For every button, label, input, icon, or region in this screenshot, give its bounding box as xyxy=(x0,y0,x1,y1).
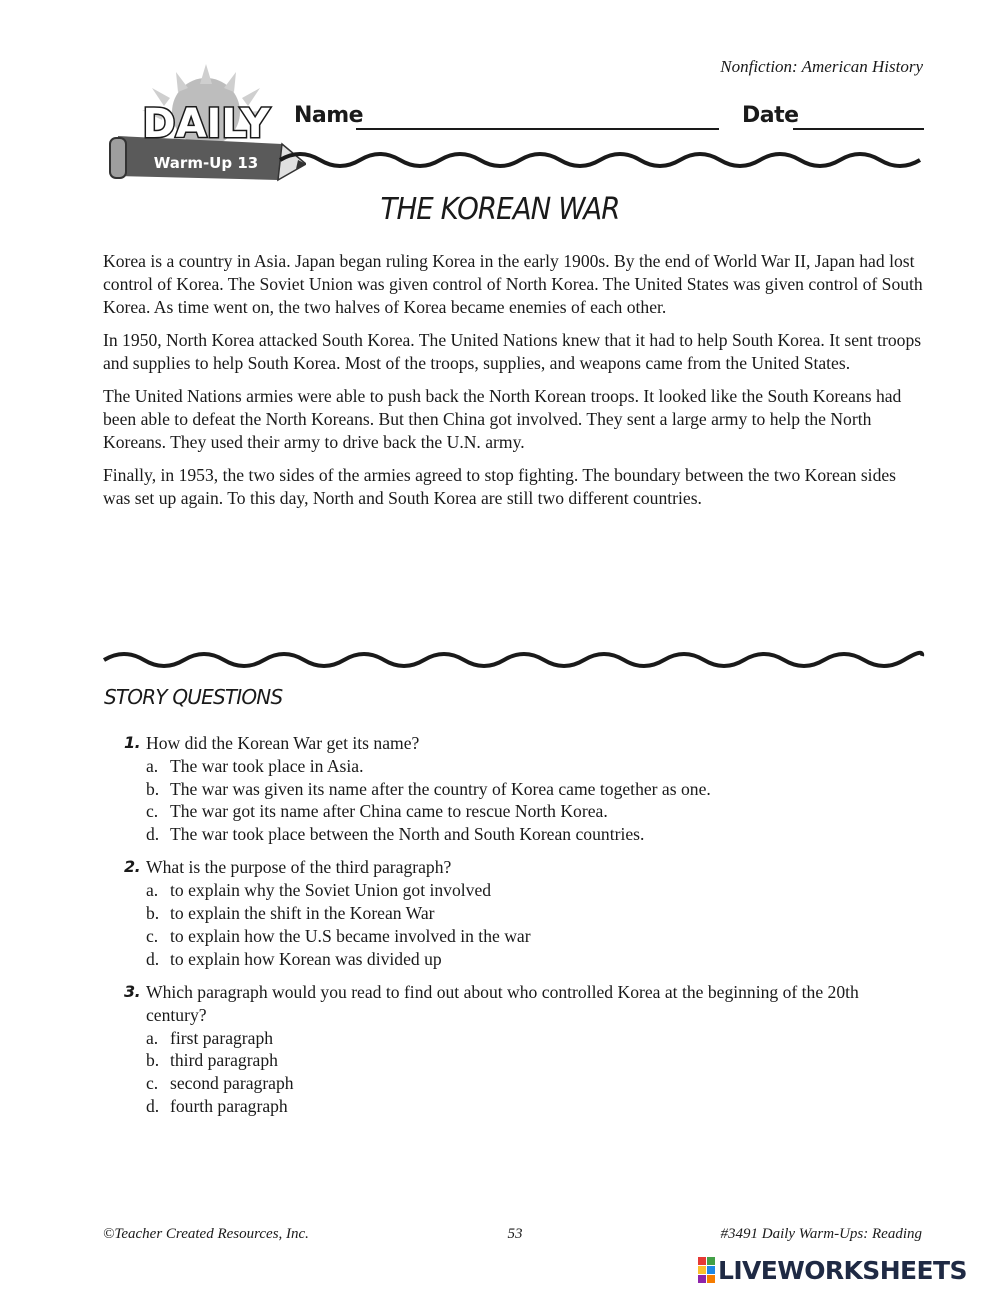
page-title: THE KOREAN WAR xyxy=(380,192,620,227)
answer-option[interactable] xyxy=(146,879,904,902)
option-text: second paragraph xyxy=(170,1073,294,1094)
question-item xyxy=(124,981,904,1118)
option-text: to explain how the U.S became involved in the war xyxy=(170,925,531,946)
page-number: 53 xyxy=(507,1226,523,1242)
option-letter: d. xyxy=(146,1095,160,1116)
footer-book-title: #3491 Daily Warm-Ups: Reading xyxy=(720,1226,922,1242)
logo-block xyxy=(707,1275,715,1283)
answer-option[interactable] xyxy=(146,948,904,971)
question-number: 3. xyxy=(124,981,141,1001)
option-letter: c. xyxy=(146,801,159,822)
option-text: to explain why the Soviet Union got involved xyxy=(170,880,492,901)
option-letter: b. xyxy=(146,778,160,799)
logo-block xyxy=(707,1257,715,1265)
mid-wave-divider xyxy=(100,646,926,670)
answer-option[interactable] xyxy=(146,1049,904,1072)
footer-copyright: ©Teacher Created Resources, Inc. xyxy=(103,1226,309,1242)
answer-option[interactable] xyxy=(146,925,904,948)
name-label: Name xyxy=(294,103,364,128)
answer-option[interactable] xyxy=(146,778,904,801)
option-text: The war got its name after China came to rescue North Korea. xyxy=(170,801,608,822)
option-text: third paragraph xyxy=(170,1050,278,1071)
liveworksheets-logo-icon xyxy=(698,1257,715,1283)
liveworksheets-watermark xyxy=(698,1254,967,1286)
top-wave-divider xyxy=(100,146,926,170)
option-letter: c. xyxy=(146,925,159,946)
option-text: The war took place in Asia. xyxy=(170,755,364,776)
date-label: Date xyxy=(742,103,799,128)
answer-option[interactable] xyxy=(146,902,904,925)
option-text: to explain the shift in the Korean War xyxy=(170,903,435,924)
option-letter: a. xyxy=(146,1027,159,1048)
option-letter: d. xyxy=(146,948,160,969)
logo-block xyxy=(707,1266,715,1274)
answer-option[interactable] xyxy=(146,1027,904,1050)
answer-option[interactable] xyxy=(146,1095,904,1118)
logo-word: DAILY xyxy=(142,101,270,147)
option-text: to explain how Korean was divided up xyxy=(170,948,442,969)
date-field[interactable] xyxy=(793,128,924,130)
questions-list xyxy=(124,732,904,1128)
question-number: 1. xyxy=(124,733,141,752)
questions-heading: STORY QUESTIONS xyxy=(104,685,283,709)
category-label: Nonfiction: American History xyxy=(720,57,923,76)
story-paragraph: Finally, in 1953, the two sides of the armies agreed to stop fighting. The boundary between the two Korean sides was set up again. To this day, North and South Korea are still two different countries. xyxy=(103,464,897,508)
question-number: 2. xyxy=(124,857,141,877)
answer-option[interactable] xyxy=(146,755,904,778)
answer-option[interactable] xyxy=(146,1072,904,1095)
story-paragraph: In 1950, North Korea attacked South Korea. The United Nations knew that it had to help South Korea. It sent troops and supplies to help South Korea. Most of the troops, supplies, and weapons came from the United States. xyxy=(103,329,922,373)
question-text: What is the purpose of the third paragraph? xyxy=(146,857,452,878)
option-text: fourth paragraph xyxy=(170,1095,288,1116)
question-item xyxy=(124,856,904,970)
question-text: How did the Korean War get its name? xyxy=(146,733,420,753)
option-letter: a. xyxy=(146,755,159,776)
liveworksheets-wordmark: LIVEWORKSHEETS xyxy=(718,1255,967,1285)
question-text: Which paragraph would you read to find out about who controlled Korea at the beginning of the 20th century? xyxy=(146,981,859,1025)
option-text: The war took place between the North and South Korean countries. xyxy=(170,824,645,845)
logo-block xyxy=(698,1266,706,1274)
option-text: first paragraph xyxy=(170,1027,274,1048)
answer-option[interactable] xyxy=(146,823,904,846)
logo-block xyxy=(698,1275,706,1283)
name-field[interactable] xyxy=(356,128,719,130)
warmup-label: Warm-Up 13 xyxy=(153,154,259,172)
story-paragraph: The United Nations armies were able to push back the North Korean troops. It looked like the South Koreans had been able to defeat the North Koreans. But then China got involved. They sent a large army to help the North Koreans. They used their army to drive back the U.N. army. xyxy=(103,385,902,452)
question-item xyxy=(124,732,904,846)
option-letter: c. xyxy=(146,1073,159,1094)
story-paragraph: Korea is a country in Asia. Japan began ruling Korea in the early 1900s. By the end of World War II, Japan had lost control of Korea. The Soviet Union was given control of North Korea. The United States was given control of South Korea. As time went on, the two halves of Korea became enemies of each other. xyxy=(103,251,923,317)
logo-block xyxy=(698,1257,706,1265)
option-letter: a. xyxy=(146,880,159,901)
story-text xyxy=(103,250,925,520)
answer-option[interactable] xyxy=(146,800,904,823)
option-text: The war was given its name after the country of Korea came together as one. xyxy=(170,778,711,799)
option-letter: b. xyxy=(146,903,160,924)
option-letter: b. xyxy=(146,1050,160,1071)
option-letter: d. xyxy=(146,824,160,845)
